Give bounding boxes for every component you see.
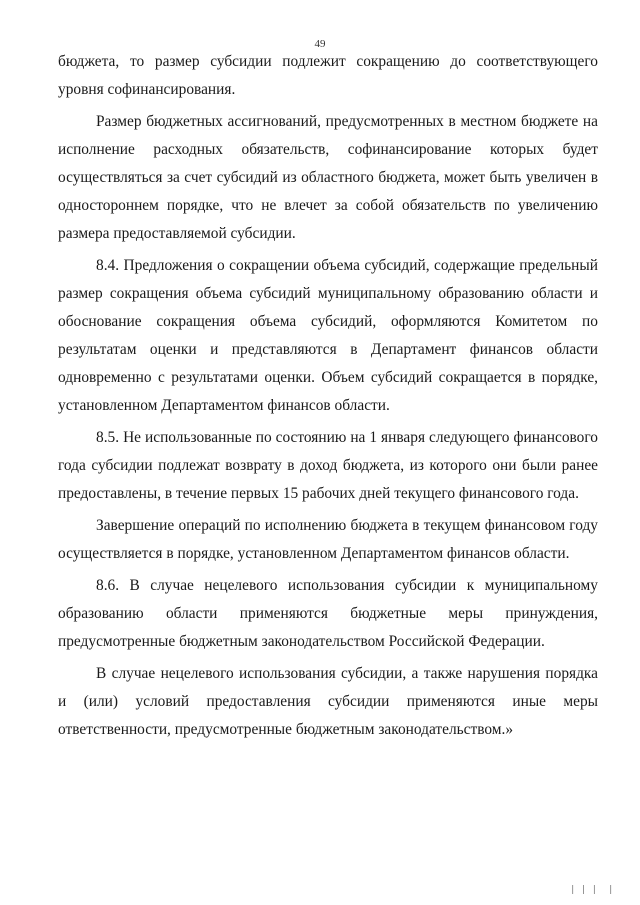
paragraph-budget-allocations: Размер бюджетных ассигнований, предусмотренных в местном бюджете на исполнение расходных обязательств, софинансирование которых будет осуществляться за счет субсидий из областного бюджета, может быть увеличен в одностороннем порядке, что не влечет за собой обязательств по увеличению размера предоставляемой субсидии. [58, 113, 598, 242]
scan-mark-right: | [608, 885, 614, 895]
paragraph-8-4: 8.4. Предложения о сокращении объема субсидий, содержащие предельный размер сокращения объема субсидий муниципальному образованию области и обоснование сокращения объема субсидий, оформляются Комитетом по результатам оценки и представляются в Департамент финансов области одновременно с результатами оценки. Объем субсидий сокращается в порядке, установленном Департаментом финансов области. [58, 257, 598, 414]
paragraph-continuation: бюджета, то размер субсидии подлежит сокращению до соответствующего уровня софинансирования. [58, 53, 598, 98]
paragraph-liability: В случае нецелевого использования субсидии, а также нарушения порядка и (или) условий предоставления субсидии применяются иные меры ответственности, предусмотренные бюджетным законодательством.» [58, 665, 598, 738]
scan-mark-left: | | | [570, 885, 598, 895]
paragraph-8-5: 8.5. Не использованные по состоянию на 1 января следующего финансового года субсидии подлежат возврату в доход бюджета, из которого они были ранее предоставлены, в течение первых 15 рабочих дней текущего финансового года. [58, 429, 598, 502]
paragraph-8-6: 8.6. В случае нецелевого использования субсидии к муниципальному образованию области применяются бюджетные меры принуждения, предусмотренные бюджетным законодательством Российской Федерации. [58, 577, 598, 650]
paragraph-budget-completion: Завершение операций по исполнению бюджета в текущем финансовом году осуществляется в порядке, установленном Департаментом финансов области. [58, 517, 598, 562]
document-body [58, 48, 598, 748]
page-number: 49 [314, 38, 326, 50]
